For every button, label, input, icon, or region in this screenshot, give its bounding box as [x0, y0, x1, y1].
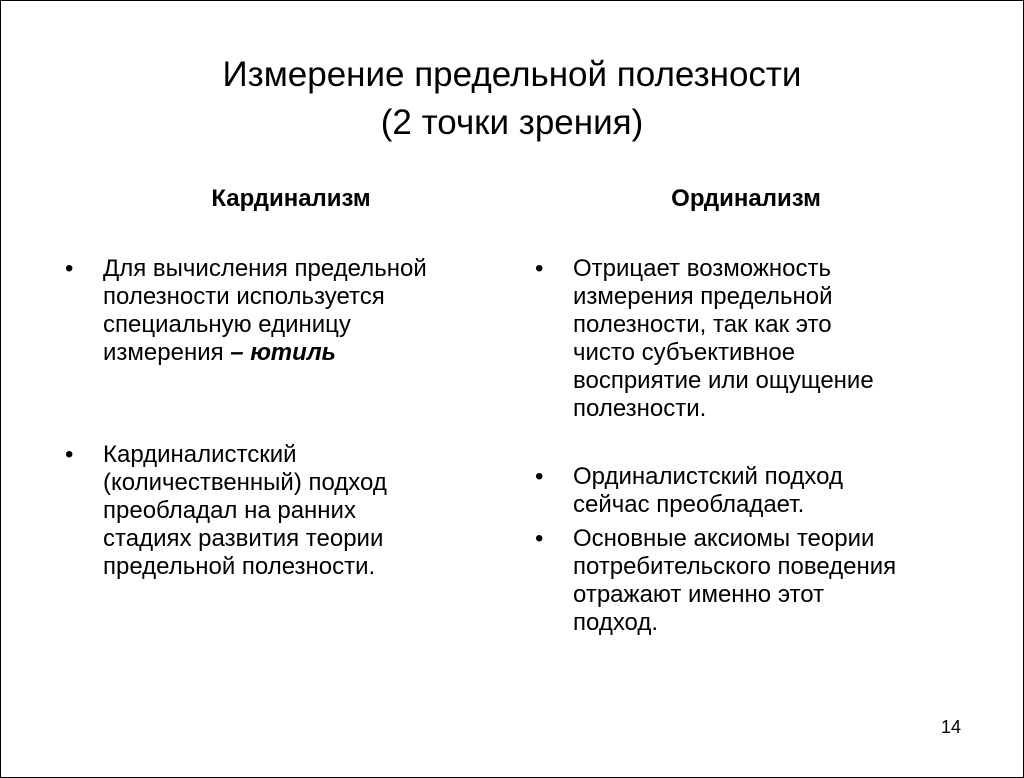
bullet-line: сейчас преобладает.: [573, 491, 805, 518]
left-bullet-2: [65, 441, 387, 581]
bullet-line: Отрицает возможность: [573, 255, 832, 282]
slide-title-line-1: Измерение предельной полезности: [222, 55, 802, 94]
bullet-line: полезности используется: [103, 283, 385, 310]
column-heading-cardinalism: Кардинализм: [211, 185, 371, 212]
bullet-line: предельной полезности.: [103, 553, 376, 580]
bullet-line: специальную единицу: [103, 311, 351, 338]
left-bullet-1: [65, 255, 427, 367]
bullet-dot-icon: •: [65, 255, 74, 282]
bullet-line: (количественный) подход: [103, 469, 387, 496]
bullet-dot-icon: •: [535, 255, 544, 282]
bullet-line: Для вычисления предельной: [103, 255, 427, 282]
bullet-line: измерения предельной: [573, 283, 833, 310]
bullet-line: преобладал на ранних: [103, 497, 356, 524]
slide-title: [1, 51, 1023, 147]
bullet-line: полезности.: [573, 395, 707, 422]
bullet-line: подход.: [573, 609, 659, 636]
bullet-dot-icon: •: [535, 525, 544, 552]
bullet-dot-icon: •: [65, 441, 74, 468]
slide-title-line-2: (2 точки зрения): [380, 103, 644, 142]
bullet-line: [103, 339, 427, 367]
bullet-dot-icon: •: [535, 463, 544, 490]
bullet-line: восприятие или ощущение: [573, 367, 874, 394]
right-bullet-2: [535, 463, 843, 519]
bullet-line: потребительского поведения: [573, 553, 897, 580]
right-bullet-3: [535, 525, 897, 637]
column-heading-ordinalism: Ординализм: [671, 185, 821, 212]
bullet-line-prefix: измерения: [103, 339, 231, 366]
bullet-line: Кардиналистский: [103, 441, 297, 468]
bullet-line: чисто субъективное: [573, 339, 796, 366]
page-number: 14: [940, 717, 961, 737]
bullet-line: отражают именно этот: [573, 581, 825, 608]
right-bullet-1: [535, 255, 874, 423]
bullet-line: Основные аксиомы теории: [573, 525, 875, 552]
bullet-line: Ординалистский подход: [573, 463, 843, 490]
bullet-line: полезности, так как это: [573, 311, 832, 338]
bullet-line: стадиях развития теории: [103, 525, 384, 552]
bullet-line-emphasis: – ютиль: [230, 339, 336, 366]
